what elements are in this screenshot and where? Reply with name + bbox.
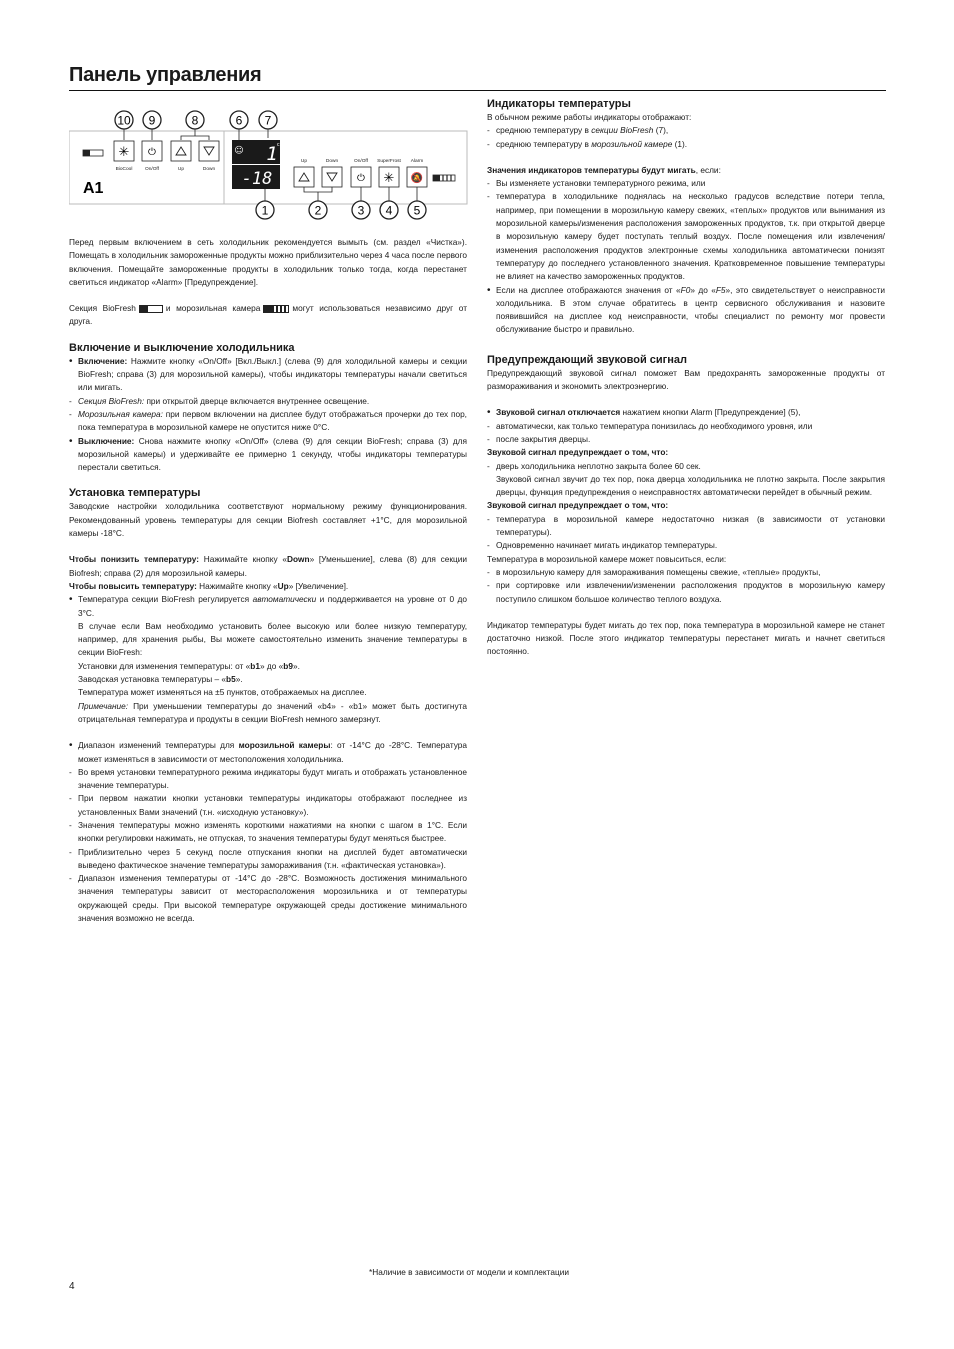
svg-text:⏻: ⏻ [357,173,365,184]
list-item: • Диапазон изменений температуры для морозильной камеры: от -14°C до -28°C. Температура может изменяться в зависимости от местоположения холодильника. [69,739,467,766]
list-item: • Если на дисплее отображаются значения от «F0» до «F5», это свидетельствует о неисправности холодильника. В этом случае обратитесь в центр сервисного обслуживания и назовите появившийся на дисплее код неисправности, чтобы специалист по ремонту мог провести обслуживание быстро и правильно. [487,284,885,337]
list-item: - Приблизительно через 5 секунд после отпускания кнопки на дисплей будет автоматически выведено фактическое значение температуры замораживания (т.н. «фактическая установка»). [69,846,467,873]
alarm-paragraph: Предупреждающий звуковой сигнал поможет Вам предохранять замороженные продукты от размораживания и экономить электроэнергию. [487,367,885,392]
final-paragraph: Индикатор температуры будет мигать до тех пор, пока температура в морозильной камере не станет достаточно низкой. После этого индикатор температуры перестанет мигать и начнет светиться постоянно. [487,619,885,657]
list-item: - после закрытия дверцы. [487,433,885,446]
freezer-display [232,165,280,189]
factory-line: Заводская установка температуры – «b5». [78,674,243,685]
footnote: *Наличие в зависимости от модели и комплектации [369,1267,569,1277]
svg-text:🔕: 🔕 [410,173,424,184]
svg-text:1: 1 [261,203,269,218]
right-down-label: Down [325,159,339,164]
list-item: - среднюю температуру в секции BioFresh (7), [487,124,885,137]
range-line: Установки для изменения температуры: от «b1» до «b9». [78,660,300,671]
svg-text:2: 2 [314,203,322,218]
independence-paragraph: Секция BioFresh и морозильная камера могут использоваться независимо друг от друга. [69,303,468,327]
superfrost-label: SuperFrost [377,159,401,164]
list-item: - При первом нажатии кнопки установки температуры индикаторы отображают последнее из установленных Вами значений (т.н. «исходную установку»). [69,792,467,819]
control-panel-diagram [69,108,469,226]
svg-text:4: 4 [385,203,393,218]
callout-5 [408,201,426,219]
callout-3 [352,201,370,219]
callout-8 [186,111,204,129]
warn-heading-2: Звуковой сигнал предупреждает о том, что: [487,500,669,511]
svg-text:c: c [277,142,280,148]
svg-text:-18: -18 [241,169,273,189]
note-paragraph: Примечание: При уменьшении температуры до значений «b4» - «b1» может быть достигнута отрицательная температура и продукты в секции BioFresh немного замерзнут. [78,700,467,724]
heading-on-off: Включение и выключение холодильника [69,341,295,354]
list-item: - автоматически, как только температура понизилась до необходимого уровня, или [487,420,885,433]
biocool-button[interactable] [114,141,134,161]
freezer-range-list [69,739,467,925]
page-number: 4 [69,1281,75,1292]
freezer-icon [263,305,289,313]
list-item: - Диапазон изменения температуры от -14°C до -28°C. Возможность достижения минимального значения температуры зависит от месторасположения морозильника и от температуры окружающей среды. При высокой температуре окружающей среды достижение минимального значения возможно не всегда. [69,872,467,925]
list-item: - Во время установки температурного режима индикаторы будут мигать и отображать установленное значение температуры. [69,766,467,793]
page-title: Панель управления [69,64,262,86]
heading-indicators: Индикаторы температуры [487,98,631,110]
svg-text:☺: ☺ [234,146,244,156]
list-item: - при сортировке или извлечении/изменении расположения продуктов в морозильную камеру поступило слишком большое количество теплого воздуха. [487,579,885,606]
custom-temp-paragraph: В случае если Вам необходимо установить более высокую или более низкую температуру, например, для хранения рыбы, Вы можете самостоятельно изменить значение температуры в секции BioFresh: [78,620,467,658]
svg-text:7: 7 [264,113,272,128]
left-onoff-button[interactable] [142,141,162,161]
model-label: A1 [83,180,104,197]
svg-text:5: 5 [413,203,421,218]
alarm-button[interactable] [407,167,427,187]
svg-text:10: 10 [117,113,131,128]
list-item: - дверь холодильника неплотно закрыта более 60 сек. [487,460,885,473]
freezer-indicator-icon [433,175,455,181]
rise-paragraph: Температура в морозильной камере может повыситься, если: [487,553,727,564]
left-up-label: Up [177,167,185,172]
callout-2 [309,201,327,219]
list-item: • Включение: Нажмите кнопку «On/Off» [Вкл./Выкл.] (слева (9) для холодильной камеры и секции BioFresh; справа (3) для морозильной камеры), чтобы индикаторы температуры начали светиться или мигать. [69,355,467,395]
alarm-label: Alarm [410,159,424,164]
svg-text:3: 3 [357,203,365,218]
indicators-paragraph: В обычном режиме работы индикаторы отображают: [487,112,692,122]
intro-paragraph: Перед первым включением в сеть холодильник рекомендуется вымыть (см. раздел «Чистка»). Помещать в холодильник замороженные продукты можно приблизительно через 4 часа после первого включения. Помещайте замороженные продукты в холодильник только тогда, когда перестанет светиться индикатор «Alarm» [Предупреждение]. [69,237,467,287]
change-line: Температура может изменяться на ±5 пунктов, отображаемых на дисплее. [78,687,367,698]
list-item: • Звуковой сигнал отключается нажатием кнопки Alarm [Предупреждение] (5), [487,406,885,419]
list-item: • Выключение: Снова нажмите кнопку «On/Off» (слева (9) для секции BioFresh; справа (3) для морозильной камеры) и удерживайте ее примерно 1 секунду, чтобы индикаторы температуры перестали светиться. [69,435,467,475]
biofresh-icon [139,305,163,313]
lower-temp-paragraph: Чтобы понизить температуру: Нажимайте кнопку «Down» [Уменьшение], слева (8) для секции Biofresh; справа (2) для морозильной камеры. [69,554,467,578]
svg-text:1: 1 [266,143,278,165]
factory-settings-paragraph: Заводские настройки холодильника соответствуют нормальному режиму функционирования. Рекомендованный уровень температуры для секции Biofresh составляет +1°C, для морозильной камеры -18°C. [69,501,467,539]
callout-1 [256,201,274,219]
right-up-label: Up [300,159,308,164]
callout-9 [143,111,161,129]
list-item: - температура в холодильнике поднялась на несколько градусов вследствие потери тепла, например, при помещении в морозильную камеру свежих, «теплых» продуктов или вынимания из морозильной камеры/изменения расположения замороженных продуктов, т.к. при открытой дверце в морозильную камеру будет поступать теплый воздух. После помещения или извлечения/изменения расположения продуктов электронные схемы холодильника автоматически понизят температуру до последнего установленного значения. Кратковременное повышение температуры не влияет на качество замороженных продуктов. [487,190,885,283]
list-item: - Одновременно начинает мигать индикатор температуры. [487,539,885,552]
list-item: - в морозильную камеру для замораживания помещены свежие, «теплые» продукты, [487,566,885,579]
left-up-button[interactable] [171,141,191,161]
left-down-label: Down [202,167,216,172]
heading-temp-setting: Установка температуры [69,487,201,500]
list-item: - Морозильная камера: при первом включении на дисплее будут отображаться прочерки до тех пор, пока температура в морозильной камере не опустится ниже 0°C. [69,408,467,435]
left-column [69,236,467,925]
list-item: - Значения температуры можно изменять короткими нажатиями на кнопки с шагом в 1°C. Если кнопки регулировки нажимать, не отпуская, то значения температуры будут меняться быстрее. [69,819,467,846]
callout-7 [259,111,277,129]
right-column [487,97,885,659]
superfrost-button[interactable] [379,167,399,187]
list-item: - температура в морозильной камере недостаточно низкая (в зависимости от установки температуры). [487,513,885,540]
svg-text:⏻: ⏻ [148,147,156,158]
svg-text:8: 8 [191,113,199,128]
warn-detail: Звуковой сигнал звучит до тех пор, пока дверца холодильника не плотно закрыта. После закрытия дверцы, функция предупреждения о неисправностях автоматически перейдет в обычный режим. [496,473,885,498]
right-up-button[interactable] [294,167,314,187]
biofresh-display [232,140,280,165]
callout-10 [115,111,133,129]
blink-heading: Значения индикаторов температуры будут мигать, если: [487,164,721,175]
left-onoff-label: On/Off [144,167,160,172]
callout-4 [380,201,398,219]
callout-6 [230,111,248,129]
biofresh-indicator-icon [83,150,103,156]
right-onoff-button[interactable] [351,167,371,187]
svg-text:✳: ✳ [118,145,130,160]
list-item: - среднюю температуру в морозильной камере (1). [487,138,885,151]
raise-temp-paragraph: Чтобы повысить температуру: Нажимайте кнопку «Up» [Увеличение]. [69,580,349,591]
right-down-button[interactable] [322,167,342,187]
warn-heading-1: Звуковой сигнал предупреждает о том, что: [487,447,669,458]
biocool-label: BioCool [115,167,133,172]
svg-text:9: 9 [148,113,156,128]
list-item: • Температура секции BioFresh регулируется автоматически и поддерживается на уровне от 0 до 3°C. [69,593,467,620]
right-onoff-label: On/Off [353,159,369,164]
heading-alarm: Предупреждающий звуковой сигнал [487,353,687,366]
svg-text:✳: ✳ [383,171,395,186]
svg-text:6: 6 [235,113,243,128]
on-off-list [69,355,467,475]
left-down-button[interactable] [199,141,219,161]
list-item: - Вы изменяете установки температурного режима, или [487,177,885,190]
list-item: - Секция BioFresh: при открытой дверце включается внутреннее освещение. [69,395,467,408]
title-divider [69,90,886,91]
